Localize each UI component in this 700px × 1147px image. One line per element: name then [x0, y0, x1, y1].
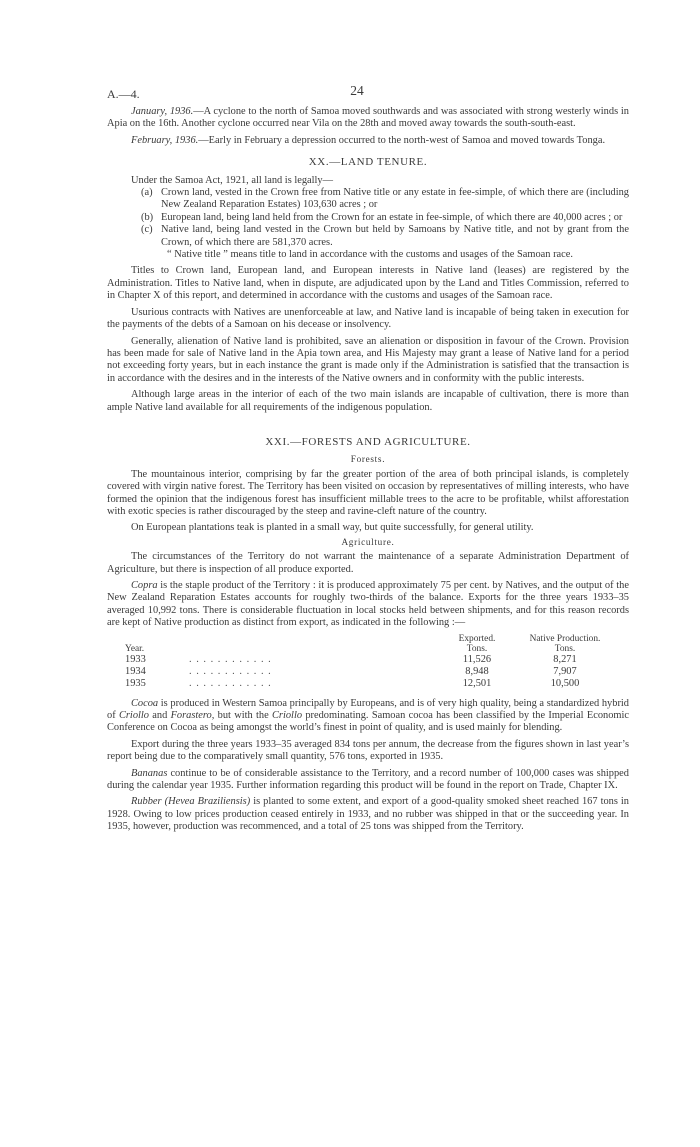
land-clause-a-text: Crown land, vested in the Crown free from Native title or any estate in fee-simple, of which there are (including New Zealand Reparation Estates) 103,630 acres ; or: [161, 187, 629, 211]
land-clause-c-num: (c): [141, 224, 153, 236]
weather-february-paragraph: [107, 135, 629, 147]
cocoa-text-1: is produced in Western Samoa principally by Europeans, and is of very high quality, being a standardized hybrid of: [107, 697, 629, 722]
row-year: 1934: [125, 665, 146, 677]
table-row: [125, 666, 613, 678]
forests-subheading: Forests.: [350, 454, 386, 465]
page-number: 24: [350, 83, 364, 98]
bananas-text: continue to be of considerable assistance to the Territory, and a record number of 100,000 cases was shipped during the calendar year 1935. Further information regarding this product will be found in the report on Trade, Chapter IX.: [107, 767, 629, 792]
col-native-unit: Tons.: [554, 643, 576, 654]
land-clause-c-text: Native land, being land vested in the Crown but held by Samoans by Native title, and not by grant from the Crown, of which there are 581,370 acres.: [161, 224, 629, 248]
cocoa-text-4: predominating. Samoan cocoa has been classified by the Imperial Economic Conference on Cocoa as being amongst the world’s finest in point of quality, and is used mainly for blending.: [107, 710, 629, 734]
row-native: 7,907: [553, 665, 577, 677]
land-clause-a: [141, 187, 629, 212]
cocoa-criollo: Criollo: [118, 710, 149, 722]
row-native: 8,271: [553, 653, 577, 665]
row-exported: 12,501: [462, 677, 492, 689]
cocoa-text-3: but with the: [214, 710, 272, 722]
row-exported: 8,948: [465, 665, 489, 677]
agriculture-paragraph-department: The circumstances of the Territory do not warrant the maintenance of a separate Administration Department of Agriculture, but there is inspection of all produce exported.: [107, 551, 629, 575]
forests-agriculture-heading: XXI.—FORESTS AND AGRICULTURE.: [265, 435, 471, 448]
land-clause-b-num: (b): [141, 211, 154, 223]
table-row: [125, 678, 613, 690]
cocoa-paragraph: [107, 698, 629, 735]
weather-february-date: February, 1936.: [131, 134, 199, 146]
row-year: 1933: [125, 653, 146, 665]
land-paragraph-usurious: Usurious contracts with Natives are unenforceable at law, and Native land is incapable of being taken in execution for the payments of the debts of a Samoan on his decease or insolvency.: [107, 306, 629, 331]
col-exported-header: Exported.: [458, 633, 496, 644]
cocoa-criollo-2: Criollo: [272, 710, 303, 722]
land-clause-b-text: European land, being land held from the Crown for an estate in fee-simple, of which there are 40,000 acres ; or: [161, 211, 623, 223]
table-header-row: [125, 634, 613, 644]
land-tenure-heading: XX.—LAND TENURE.: [308, 156, 428, 169]
cocoa-export-paragraph: Export during the three years 1933–35 averaged 834 tons per annum, the decrease from the figures shown in last year’s report being due to the comparatively small quantity, 576 tons, exported in 1935.: [107, 738, 629, 763]
land-paragraph-cultivation: Although large areas in the interior of each of the two main islands are incapable of cultivation, there is more than ample Native land available for all requirements of the indigenous population.: [107, 389, 629, 413]
rubber-text: is planted to some extent, and export of a good-quality smoked sheet reached 167 tons in 1928. Owing to low prices production ceased entirely in 1933, and no rubber was shipped in that or the succeeding year. In 1935, however, production was recommenced, and a total of 25 tons was shipped from the Territory.: [107, 796, 629, 833]
cocoa-text-2: and: [148, 710, 171, 722]
land-clause-c: [141, 224, 629, 249]
document-reference: A.—4.: [107, 87, 140, 101]
rubber-lead: Rubber (Hevea Braziliensis): [131, 796, 251, 808]
table-unit-row: [125, 644, 613, 654]
copra-lead: Copra: [131, 580, 158, 591]
land-intro: Under the Samoa Act, 1921, all land is legally—: [131, 174, 333, 186]
agriculture-subheading: Agriculture.: [341, 536, 395, 547]
forests-paragraph-interior: The mountainous interior, comprising by far the greater portion of the area of both principal islands, is completely covered with virgin native forest. The Territory has been visited on occasion by representatives of milling interests, who have formed the opinion that the indigenous forest has insufficient millable trees to the acre to be profitable, whilst afforestation with exotic species is rather discouraged by the steep and ravine-cleft nature of the country.: [107, 468, 629, 517]
copra-text: is the staple product of the Territory : it is produced approximately 75 per cent. by Natives, and the output of the New Zealand Reparation Estates accounts for roughly two-thirds of the balance. Exports for the three years 1933–35 averaged 10,992 tons. There is considerable fluctuation in local stocks held between shipments, and for this reason records are kept of Native production as distinct from export, as indicated in the following :—: [107, 580, 629, 629]
row-leader: . . . . . . . . . . . .: [189, 665, 272, 677]
rubber-paragraph: [107, 796, 629, 833]
weather-january-text: —A cyclone to the north of Samoa moved southwards and was associated with strong westerly winds in Apia on the 16th. Another cyclone occurred near Vila on the 28th and moved away towards the south-south-east.: [107, 106, 629, 130]
row-year: 1935: [125, 677, 146, 689]
copra-production-table: [125, 634, 613, 690]
copra-paragraph: [107, 580, 629, 630]
forests-paragraph-teak: On European plantations teak is planted in a small way, but quite successfully, for general utility.: [131, 522, 534, 534]
land-paragraph-alienation: Generally, alienation of Native land is prohibited, save an alienation or disposition in favour of the Crown. Provision has been made for sale of Native land in the Apia town area, and His Majesty may grant a lease of Native land for a period not exceeding forty years, but in each instance the grant is made only if the Administration is satisfied that the transaction is in accordance with the desires and in the interests of the Native owners and in conformity with the public interests.: [107, 335, 629, 384]
row-leader: . . . . . . . . . . . .: [189, 677, 272, 689]
row-native: 10,500: [550, 677, 580, 689]
col-native-header: Native Production.: [529, 633, 601, 644]
land-clause-a-num: (a): [141, 187, 153, 199]
weather-february-text: —Early in February a depression occurred to the north-west of Samoa and moved towards Tonga.: [198, 134, 606, 146]
col-year-header: Year.: [125, 643, 145, 654]
land-clause-b: [141, 212, 629, 224]
weather-january-date: January, 1936.: [131, 106, 194, 117]
native-title-definition: “ Native title ” means title to land in accordance with the customs and usages of the Samoan race.: [167, 249, 573, 261]
row-leader: . . . . . . . . . . . .: [189, 653, 272, 665]
bananas-paragraph: [107, 768, 629, 793]
land-paragraph-titles: Titles to Crown land, European land, and European interests in Native land (leases) are registered by the Administration. Titles to Native land, when in dispute, are adjudicated upon by the Land and Titles Commission, referred to in Chapter X of this report, and determined in accordance with the customs and usages of the Samoan race.: [107, 265, 629, 302]
page-body: [107, 106, 629, 834]
cocoa-lead: Cocoa: [131, 697, 159, 709]
cocoa-forastero: Forastero,: [170, 710, 215, 722]
weather-january-paragraph: [107, 106, 629, 131]
row-exported: 11,526: [462, 653, 492, 665]
table-row: [125, 654, 613, 666]
col-exported-unit: Tons.: [466, 643, 488, 654]
bananas-lead: Bananas: [131, 767, 168, 779]
